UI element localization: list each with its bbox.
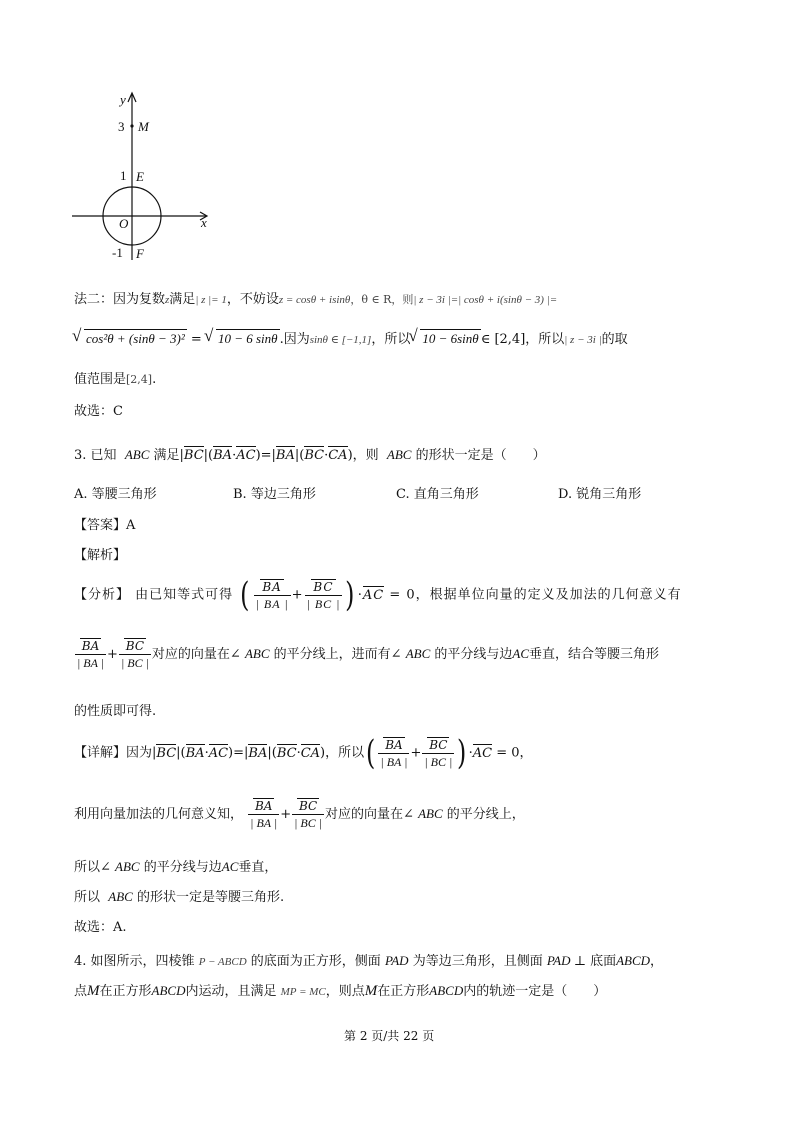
math-sin-range: sinθ ∈ [−1,1] <box>309 334 372 346</box>
detail-line2: 利用向量加法的几何意义知， $\frac{BA}{| BA |}$ + $\frac{BC}{| BC |}$ 对应的向量在∠ ABC 的平分线上， <box>74 799 525 830</box>
option-text: 锐角三角形 <box>576 487 642 502</box>
math-M: M <box>87 983 100 999</box>
option-A <box>74 483 157 502</box>
vector-BC: BC <box>304 448 325 463</box>
text: |( <box>203 448 214 463</box>
text: 满足 <box>153 448 180 463</box>
vector-BC: BC <box>313 579 334 594</box>
fraction-BA <box>378 737 409 770</box>
method2-line2 <box>74 328 628 347</box>
vector-AC: AC <box>362 587 385 603</box>
text: ，所以 <box>525 332 565 347</box>
text: 【分析】 <box>74 587 131 603</box>
vector-BA: BA <box>81 639 100 653</box>
abs-BA: | BA | <box>255 596 289 611</box>
vector-BA: BA <box>275 448 295 463</box>
angle-ABC: ABC <box>244 646 270 661</box>
abs-BA: | BA | <box>380 754 408 769</box>
triangle-name: ABC <box>386 447 412 462</box>
math-ABCD: ABCD <box>151 983 186 998</box>
label-E: E <box>136 169 144 184</box>
q4-line1 <box>74 950 663 969</box>
triangle-name: ABC <box>108 889 133 904</box>
vector-AC: AC <box>236 448 256 463</box>
text: .因为 <box>279 332 310 347</box>
option-label: B. <box>233 487 247 502</box>
text: )，则 <box>347 448 379 463</box>
vector-BA: BA <box>213 448 233 463</box>
text: 对应的向量在∠ <box>151 647 241 662</box>
method2-line1 <box>74 288 557 307</box>
math-z: z <box>165 294 170 306</box>
fraction-BC <box>305 579 343 612</box>
analysis-line3: 的性质即可得. <box>74 704 157 719</box>
vector-BA: BA <box>262 579 282 594</box>
text: 值范围是 <box>74 372 127 387</box>
vector-CA: CA <box>300 745 321 761</box>
text: 的底面为正方形，侧面 <box>250 954 381 969</box>
option-text: 直角三角形 <box>413 487 479 502</box>
math-MP-MC: MP = MC <box>280 986 326 998</box>
fraction-BC <box>422 737 454 770</box>
text: ， <box>519 745 533 761</box>
text: 的平分线与边 <box>143 860 222 875</box>
text: 所以∠ <box>74 860 111 875</box>
abs-BC: | BC | <box>424 754 453 769</box>
text: 在正方形 <box>377 984 430 999</box>
dot: · <box>232 448 237 463</box>
vector-BA: BA <box>248 745 268 761</box>
equals: = <box>190 332 202 347</box>
text: 为等边三角形，且侧面 <box>412 954 543 969</box>
option-D <box>558 483 641 502</box>
q3-stem: 3. 已知 ABC 满足|BC|(BA·AC)=|BA|(BC·CA)，则 ABC 的形状一定是（ ） <box>74 447 546 463</box>
label-F: F <box>136 246 144 261</box>
math-ABCD: ABCD <box>429 983 464 998</box>
text: 垂直，结合等腰三角形 <box>529 647 660 662</box>
math-M: M <box>364 983 378 999</box>
math-in-range: ∈ [2,4] <box>480 332 526 347</box>
math-abs: | z − 3i | <box>564 334 602 346</box>
text: 内的轨迹一定是（ ） <box>463 984 607 999</box>
method2-line3 <box>74 368 156 387</box>
tick-label-1: 1 <box>120 168 127 183</box>
option-text: 等边三角形 <box>250 487 316 502</box>
dot: · <box>296 745 301 761</box>
text: ，θ ∈ R，则 <box>350 293 414 306</box>
text: ， <box>650 954 664 969</box>
math-pyramid: P − ABCD <box>198 956 247 968</box>
text: )=| <box>255 448 276 463</box>
sqrt-expr-1 <box>74 329 187 347</box>
abs-BA: | BA | <box>250 816 278 830</box>
option-B <box>233 483 316 502</box>
math-abs-z: | z |= 1 <box>195 294 227 306</box>
vector-BC: BC <box>429 737 448 752</box>
side-AC: AC <box>221 859 239 874</box>
text: | <box>179 448 184 463</box>
vector-BC: BC <box>125 639 145 653</box>
detail-line4 <box>74 886 284 905</box>
text: 4. 如图所示，四棱锥 <box>74 954 195 969</box>
text: 的取 <box>601 332 628 347</box>
option-C <box>396 483 479 502</box>
label-origin: O <box>119 216 129 231</box>
vector-AC: AC <box>208 745 229 761</box>
label-M: M <box>138 119 149 134</box>
vector-BC: BC <box>298 799 318 813</box>
analysis-line2: $\frac{BA}{| BA |}$ + $\frac{BC}{| BC |}$ 对应的向量在∠ ABC 的平分线上，进而有∠ ABC 的平分线与边AC垂直，结合等腰三角形 <box>77 639 660 670</box>
vector-CA: CA <box>328 448 348 463</box>
text: 的形状一定是（ ） <box>415 448 546 463</box>
side-AC: AC <box>512 646 530 661</box>
text: 内运动，且满足 <box>185 984 277 999</box>
option-label: C. <box>396 487 410 502</box>
math-range: [2,4] <box>126 373 153 386</box>
analysis-tag: 【解析】 <box>74 548 127 563</box>
math-perp: PAD ⊥ <box>546 953 586 968</box>
option-text: 等腰三角形 <box>91 487 157 502</box>
detail-line3 <box>74 856 277 875</box>
angle-ABC: ABC <box>405 646 431 661</box>
vector-BC: BC <box>156 745 177 761</box>
tick-label-3: 3 <box>118 119 125 134</box>
answer-tag: 【答案】A <box>74 518 136 533</box>
text: 由已知等式可得 <box>135 587 234 603</box>
text: ，所以 <box>325 745 365 761</box>
text: ，则点 <box>325 984 365 999</box>
option-label: D. <box>558 487 573 502</box>
vector-AC: AC <box>472 745 493 761</box>
math-radicand: 10 − 6 sinθ <box>217 331 278 346</box>
vector-BA: BA <box>385 737 403 752</box>
text: ，所以 <box>371 332 411 347</box>
math-PAD: PAD <box>384 953 409 968</box>
text: 底面 <box>590 954 617 969</box>
angle-ABC: ABC <box>115 859 140 874</box>
math-radicand: 10 − 6sinθ <box>422 331 479 346</box>
fraction-BC <box>292 798 324 831</box>
math-z-def: z = cosθ + isinθ <box>278 294 351 306</box>
fraction-BA <box>254 579 291 612</box>
sqrt-expr-3 <box>410 329 480 347</box>
fraction-BA <box>248 798 279 831</box>
fraction-BC <box>119 638 151 671</box>
text: 在正方形 <box>99 984 152 999</box>
page-footer: 第 2 页/共 22 页 <box>344 1029 435 1043</box>
abs-BC: | BC | <box>120 656 149 670</box>
abs-BA: | BA | <box>77 656 105 670</box>
text: 的平分线上，进而有∠ <box>273 647 402 662</box>
x-axis-label: x <box>201 215 207 230</box>
math-ABCD: ABCD <box>616 953 651 968</box>
math-modulus: | z − 3i |=| cosθ + i(sinθ − 3) |= <box>413 294 558 306</box>
dot: · <box>468 745 473 761</box>
text: 的平分线上， <box>446 807 525 822</box>
abs-BC: | BC | <box>294 816 323 830</box>
tick-label-neg1: -1 <box>112 245 123 260</box>
text: 对应的向量在∠ <box>325 807 414 822</box>
math-radicand: cos²θ + (sinθ − 3)² <box>86 331 185 346</box>
text: 垂直， <box>238 860 278 875</box>
vector-BA: BA <box>254 799 273 813</box>
text: 所以 <box>74 890 101 905</box>
text: 利用向量加法的几何意义知， <box>74 807 244 822</box>
vector-BC: BC <box>276 745 297 761</box>
text: . <box>152 372 157 387</box>
text: 的平分线与边 <box>434 647 513 662</box>
point-M <box>130 124 133 127</box>
text: ，不妨设 <box>226 292 279 307</box>
triangle-name: ABC <box>124 447 150 462</box>
text: 法二：因为复数 <box>74 292 166 307</box>
fraction-BA <box>75 638 106 671</box>
abs-BC: | BC | <box>306 596 341 611</box>
text: 点 <box>74 984 88 999</box>
equals-zero: = 0 <box>389 587 416 603</box>
vector-BC: BC <box>183 448 204 463</box>
method2-answer: 故选：C <box>74 404 123 419</box>
sqrt-expr-2 <box>206 329 280 347</box>
angle-ABC: ABC <box>418 806 443 821</box>
q4-line2 <box>74 980 606 1000</box>
text: ，根据单位向量的定义及加法的几何意义有 <box>415 587 682 603</box>
vector-BA: BA <box>185 745 205 761</box>
q3-final-answer: 故选：A. <box>74 920 127 935</box>
dot: · <box>324 448 329 463</box>
question-number: 3. 已知 <box>74 448 117 463</box>
analysis-line1: 【分析】 由已知等式可得 ( $\frac{BA}{| BA |}$ + $\frac{BC}{| BC |}$ ) ·AC = 0，根据单位向量的定义及加法的几何意义有 <box>74 575 682 615</box>
text: 的形状一定是等腰三角形. <box>136 890 285 905</box>
y-axis-label: y <box>120 92 126 107</box>
equals-zero: = 0 <box>496 745 520 761</box>
text: 【详解】因为 <box>74 745 153 761</box>
dot: · <box>204 745 209 761</box>
detail-line1: 【详解】因为|BC|(BA·AC)=|BA|(BC·CA)，所以( $\frac{BA}{| BA |}$ + $\frac{BC}{| BC |}$ ) ·AC = 0， <box>74 733 533 773</box>
option-label: A. <box>74 487 88 502</box>
text: 满足 <box>169 292 196 307</box>
dot: · <box>357 587 363 603</box>
